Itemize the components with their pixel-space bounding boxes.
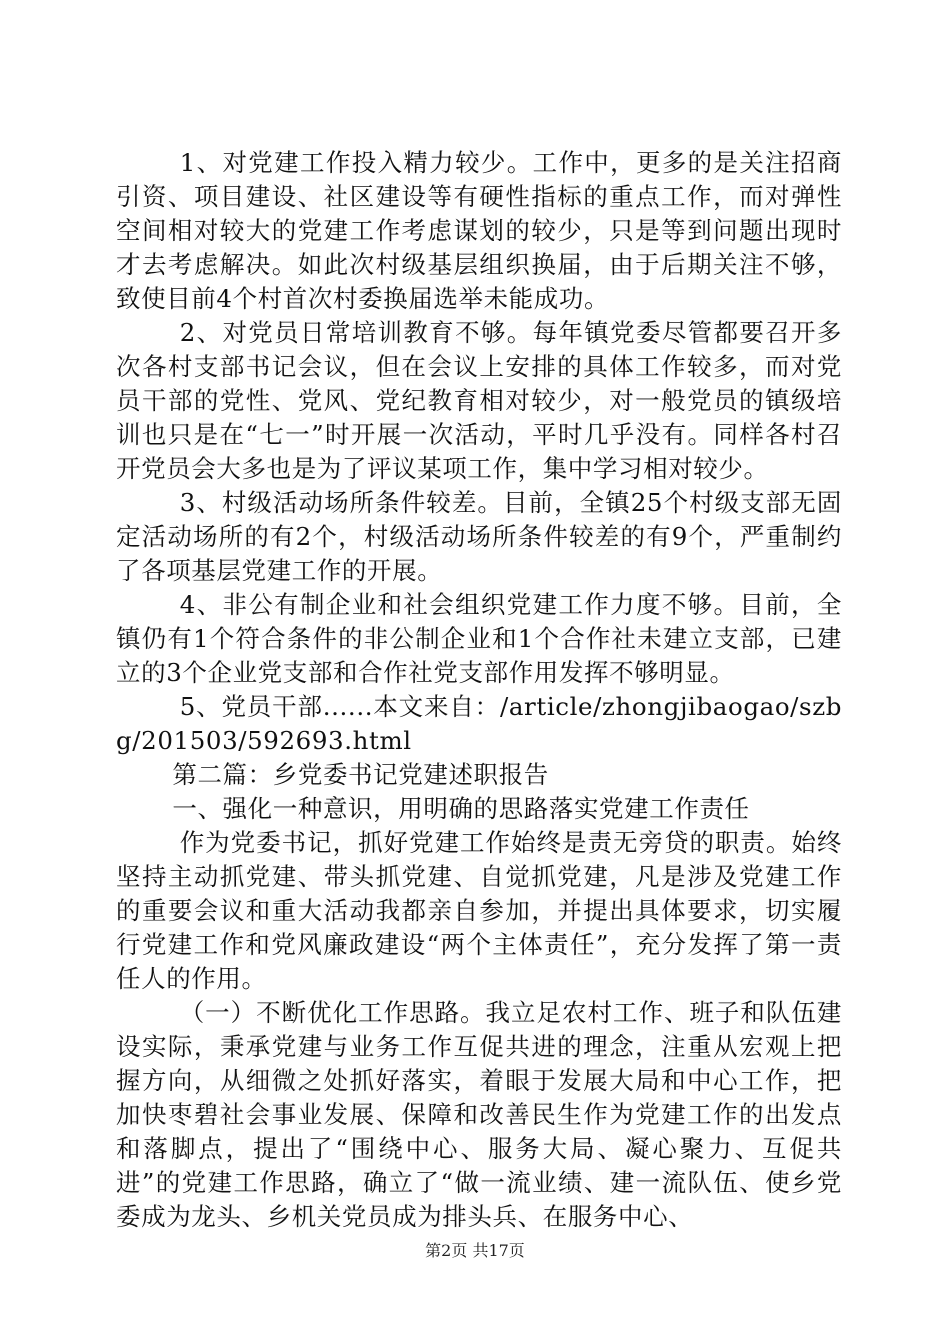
paragraph-2: 2、对党员日常培训教育不够。每年镇党委尽管都要召开多次各村支部书记会议，但在会议上安排的具体工作较多，而对党员干部的党性、党风、党纪教育相对较少，对一般党员的镇级培训也只是在“七一”时开展一次活动，平时几乎没有。同样各村召开党员会大多也是为了评议某项工作，集中学习相对较少。	[116, 318, 842, 483]
paragraph-6: 作为党委书记，抓好党建工作始终是责无旁贷的职责。始终坚持主动抓党建、带头抓党建、自觉抓党建，凡是涉及党建工作的重要会议和重大活动我都亲自参加，并提出具体要求，切实履行党建工作和党风廉政建设“两个主体责任”，充分发挥了第一责任人的作用。	[116, 828, 842, 993]
page-footer: 第2页 共17页	[425, 1241, 525, 1260]
paragraph-4: 4、非公有制企业和社会组织党建工作力度不够。目前，全镇仍有1个符合条件的非公制企业和1个合作社未建立支部，已建立的3个企业党支部和合作社党支部作用发挥不够明显。	[116, 590, 842, 687]
paragraph-7: （一）不断优化工作思路。我立足农村工作、班子和队伍建设实际，秉承党建与业务工作互促共进的理念，注重从宏观上把握方向，从细微之处抓好落实，着眼于发展大局和中心工作，把加快枣碧社会事业发展、保障和改善民生作为党建工作的出发点和落脚点，提出了“围绕中心、服务大局、凝心聚力、互促共进”的党建工作思路，确立了“做一流业绩、建一流队伍、使乡党委成为龙头、乡机关党员成为排头兵、在服务中心、	[116, 998, 842, 1231]
document-body	[116, 146, 842, 1234]
paragraph-3: 3、村级活动场所条件较差。目前，全镇25个村级支部无固定活动场所的有2个，村级活动场所条件较差的有9个，严重制约了各项基层党建工作的开展。	[116, 488, 842, 585]
paragraph-1: 1、对党建工作投入精力较少。工作中，更多的是关注招商引资、项目建设、社区建设等有硬性指标的重点工作，而对弹性空间相对较大的党建工作考虑谋划的较少，只是等到问题出现时才去考虑解决。如此次村级基层组织换届，由于后期关注不够，致使目前4个村首次村委换届选举未能成功。	[116, 148, 842, 313]
paragraph-5: 5、党员干部......本文来自：/article/zhongjibaogao/szbg/201503/592693.html	[116, 692, 842, 755]
section-heading: 第二篇：乡党委书记党建述职报告	[172, 760, 549, 789]
subsection-heading: 一、强化一种意识，用明确的思路落实党建工作责任	[172, 794, 750, 823]
